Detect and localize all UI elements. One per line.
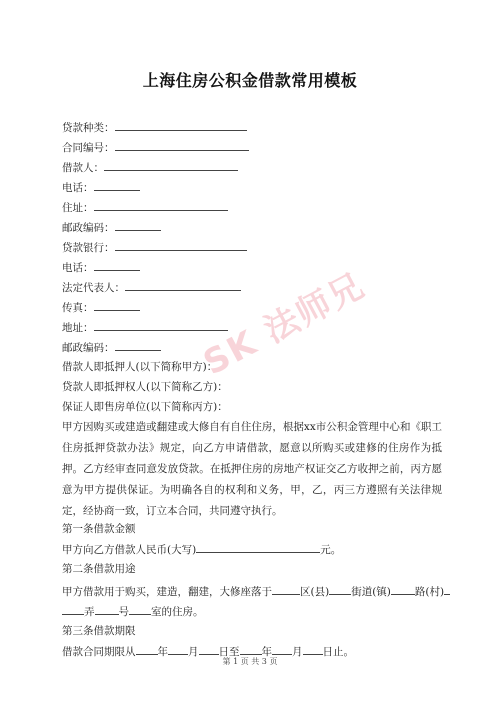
- blank-line: [444, 584, 450, 595]
- field-loan-type: 贷款种类：: [62, 120, 247, 135]
- blank-line: [95, 604, 119, 615]
- article-2-line-1: 甲方借款用于购买，建造，翻建，大修座落于 区(县) 街道(镇) 路(村): [62, 584, 450, 599]
- field-fax: 传真：: [62, 300, 140, 315]
- article-1-body: 甲方向乙方借款人民币(大写) 元。: [62, 544, 342, 556]
- field-lender-bank: 贷款银行：: [62, 240, 247, 255]
- field-phone: 电话：: [62, 180, 140, 195]
- blank-line: [94, 320, 228, 331]
- blank-line: [199, 644, 219, 655]
- blank-line: [303, 644, 323, 655]
- blank-line: [115, 220, 161, 231]
- field-bank-phone: 电话：: [62, 260, 140, 275]
- blank-line: [94, 180, 140, 191]
- blank-line: [115, 240, 247, 251]
- blank-line: [272, 644, 292, 655]
- blank-line: [329, 584, 351, 595]
- blank-line: [94, 300, 140, 311]
- field-contract-no: 合同编号：: [62, 140, 249, 155]
- blank-line: [240, 644, 262, 655]
- blank-line: [94, 260, 140, 271]
- field-address: 住址：: [62, 200, 228, 215]
- article-2-line-2: 弄 号 室的住房。: [62, 604, 204, 619]
- blank-line: [104, 160, 238, 171]
- blank-line: [272, 584, 300, 595]
- blank-line: [391, 584, 415, 595]
- watermark-logo: SK 法师兄: [197, 265, 372, 384]
- blank-line: [115, 120, 247, 131]
- blank-line: [115, 340, 161, 351]
- blank-line: [168, 644, 188, 655]
- field-postcode: 邮政编码：: [62, 220, 161, 235]
- blank-line: [196, 542, 320, 553]
- page-title: 上海住房公积金借款常用模板: [142, 71, 358, 90]
- blank-line: [94, 200, 228, 211]
- role-borrower: 借款人即抵押人(以下简称甲方)：: [62, 361, 218, 373]
- blank-line: [62, 604, 84, 615]
- field-bank-address: 地址：: [62, 320, 228, 335]
- field-legal-rep: 法定代表人：: [62, 280, 241, 295]
- role-guarantor: 保证人即售房单位(以下简称丙方)：: [62, 401, 228, 413]
- blank-line: [136, 644, 158, 655]
- blank-line: [129, 604, 151, 615]
- blank-line: [125, 280, 241, 291]
- role-lender: 贷款人即抵押权人(以下简称乙方)：: [62, 381, 228, 393]
- article-2-title: 第二条借款用途: [62, 563, 136, 575]
- page-footer: 第 1 页 共 3 页: [222, 657, 278, 666]
- blank-line: [115, 140, 249, 151]
- field-bank-postcode: 邮政编码：: [62, 340, 161, 355]
- intro-paragraph: 甲方因购买或建造或翻建或大修自有自住住房，根据xx市公积金管理中心和《职工住房抵押贷款办法》规定，向乙方申请借款，愿意以所购买或建修的住房作为抵押。乙方经审查同意发放贷款。在抵押住房的房地产权证交乙方收押之前，丙方愿意为甲方提供保证。为明确各自的权利和义务，甲，乙，丙三方遵照有关法律规定，经协商一致，订立本合同，共同遵守执行。: [62, 421, 442, 517]
- article-3-body: 借款合同期限从 年 月 日至 年 月 日止。: [62, 646, 354, 658]
- article-1-title: 第一条借款金额: [62, 523, 136, 535]
- article-3-title: 第三条借款期限: [62, 625, 136, 637]
- field-borrower: 借款人：: [62, 160, 238, 175]
